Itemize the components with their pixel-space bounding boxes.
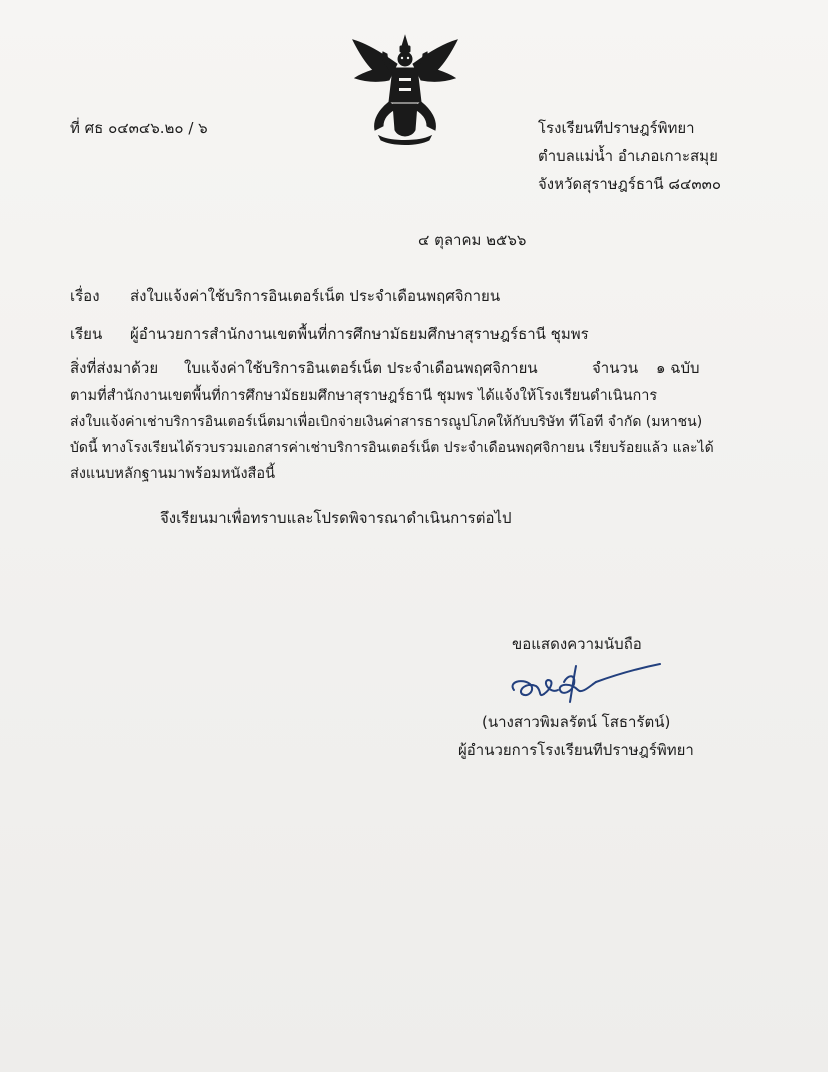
garuda-emblem-icon — [345, 32, 465, 150]
enclosure-quantity: ๑ ฉบับ — [656, 359, 700, 377]
closing-request: จึงเรียนมาเพื่อทราบและโปรดพิจารณาดำเนินการต่อไป — [160, 509, 512, 527]
salutation: ขอแสดงความนับถือ — [512, 635, 642, 653]
school-name: โรงเรียนทีปราษฎร์พิทยา — [538, 119, 695, 137]
enclosure-quantity-label: จำนวน — [592, 359, 639, 377]
recipient-label: เรียน — [70, 325, 103, 343]
document-number: ที่ ศธ ๐๔๓๔๖.๒๐ / ๖ — [70, 119, 208, 137]
recipient-text: ผู้อำนวยการสำนักงานเขตพื้นที่การศึกษามัธยมศึกษาสุราษฎร์ธานี ชุมพร — [130, 325, 589, 343]
signer-title: ผู้อำนวยการโรงเรียนทีปราษฎร์พิทยา — [458, 741, 694, 759]
address-line-2: จังหวัดสุราษฎร์ธานี ๘๔๓๓๐ — [538, 175, 722, 193]
enclosure-label: สิ่งที่ส่งมาด้วย — [70, 359, 159, 377]
subject-text: ส่งใบแจ้งค่าใช้บริการอินเตอร์เน็ต ประจำเดือนพฤศจิกายน — [130, 287, 501, 305]
signature-icon — [500, 660, 665, 706]
body-line-1: ตามที่สำนักงานเขตพื้นที่การศึกษามัธยมศึกษาสุราษฎร์ธานี ชุมพร ได้แจ้งให้โรงเรียนดำเนินการ — [70, 388, 658, 404]
subject-label: เรื่อง — [70, 287, 100, 305]
enclosure-text: ใบแจ้งค่าใช้บริการอินเตอร์เน็ต ประจำเดือนพฤศจิกายน — [184, 359, 538, 377]
address-line-1: ตำบลแม่น้ำ อำเภอเกาะสมุย — [538, 147, 718, 165]
body-line-3: บัดนี้ ทางโรงเรียนได้รวบรวมเอกสารค่าเช่าบริการอินเตอร์เน็ต ประจำเดือนพฤศจิกายน เรียบร้อยแล้ว และได้ — [70, 440, 714, 456]
document-date: ๔ ตุลาคม ๒๕๖๖ — [418, 231, 527, 249]
body-line-4: ส่งแนบหลักฐานมาพร้อมหนังสือนี้ — [70, 466, 276, 482]
body-line-2: ส่งใบแจ้งค่าเช่าบริการอินเตอร์เน็ตมาเพื่อเบิกจ่ายเงินค่าสารธารณูปโภคให้กับบริษัท ทีโอที จำกัด (มหาชน) — [70, 414, 703, 430]
signer-name: (นางสาวพิมลรัตน์ โสธารัตน์) — [482, 713, 671, 731]
